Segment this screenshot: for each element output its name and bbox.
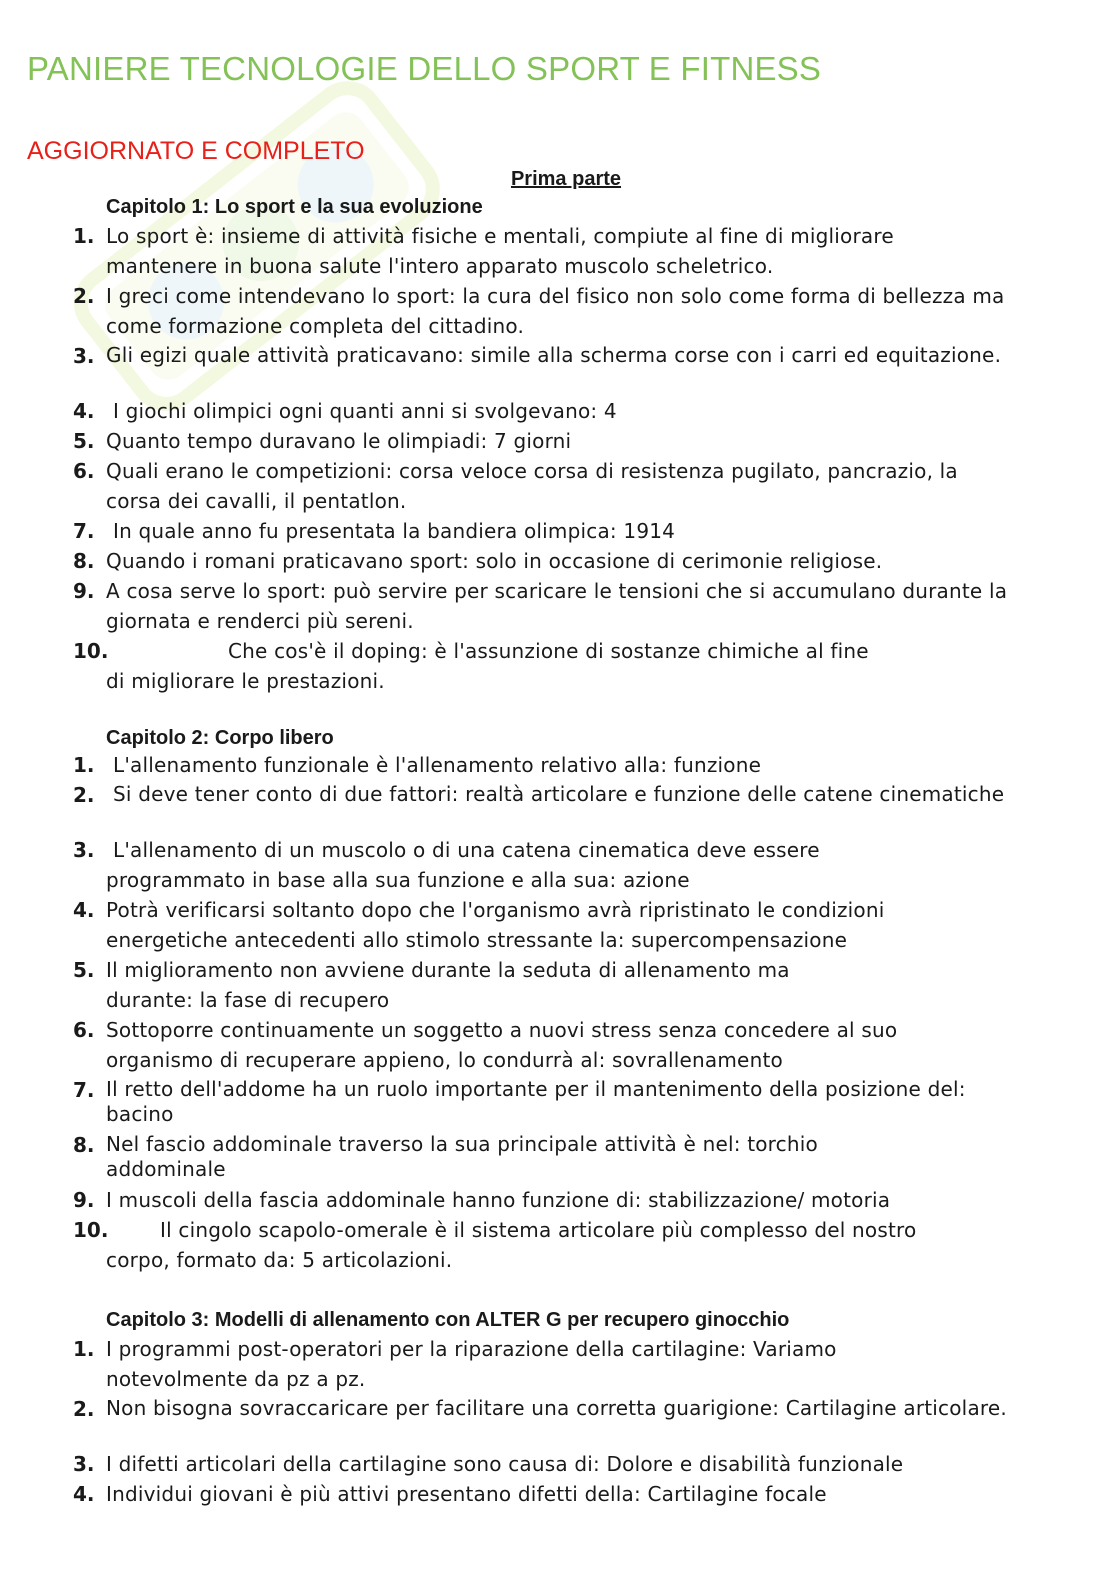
item-number: 9. bbox=[73, 1188, 95, 1212]
item-number: 5. bbox=[73, 429, 95, 453]
item-number: 10. bbox=[73, 639, 109, 663]
item-text: I giochi olimpici ogni quanti anni si svolgevano: 4 bbox=[113, 399, 617, 423]
item-text: Il miglioramento non avviene durante la seduta di allenamento ma durante: la fase di recupero bbox=[106, 958, 790, 1012]
item-text: Potrà verificarsi soltanto dopo che l'organismo avrà ripristinato le condizioni energetiche antecedenti allo stimolo stressante la: supercompensazione bbox=[106, 898, 885, 952]
chapter-2-list bbox=[0, 750, 1116, 1275]
list-item bbox=[0, 1334, 1116, 1394]
list-item bbox=[0, 1449, 1116, 1479]
list-item bbox=[0, 780, 1116, 835]
chapter-1-heading: Capitolo 1: Lo sport e la sua evoluzione bbox=[106, 196, 483, 218]
list-item bbox=[0, 1185, 1116, 1215]
list-item bbox=[0, 396, 1116, 426]
list-item bbox=[0, 516, 1116, 546]
item-number: 7. bbox=[73, 1078, 95, 1102]
item-number: 7. bbox=[73, 519, 95, 543]
item-number: 3. bbox=[73, 838, 95, 862]
item-text: L'allenamento funzionale è l'allenamento relativo alla: funzione bbox=[113, 753, 762, 777]
list-item bbox=[0, 426, 1116, 456]
item-number: 3. bbox=[73, 1452, 95, 1476]
list-item bbox=[0, 1130, 1116, 1185]
item-text: Nel fascio addominale traverso la sua principale attività è nel: torchio addominale bbox=[106, 1132, 818, 1181]
list-item bbox=[0, 456, 1116, 516]
item-text: Che cos'è il doping: è l'assunzione di sostanze chimiche al fine di migliorare le prestazioni. bbox=[106, 639, 869, 693]
part-heading: Prima parte bbox=[510, 168, 622, 190]
item-number: 3. bbox=[73, 344, 95, 368]
item-number: 1. bbox=[73, 1337, 95, 1361]
item-text: L'allenamento di un muscolo o di una catena cinematica deve essere programmato in base alla sua funzione e alla sua: azione bbox=[106, 838, 820, 892]
item-number: 5. bbox=[73, 958, 95, 982]
list-item bbox=[0, 955, 1116, 1015]
item-number: 4. bbox=[73, 1482, 95, 1506]
item-number: 9. bbox=[73, 579, 95, 603]
item-number: 6. bbox=[73, 1018, 95, 1042]
item-number: 8. bbox=[73, 1133, 95, 1157]
item-text: Individui giovani è più attivi presentano difetti della: Cartilagine focale bbox=[106, 1482, 827, 1506]
document-title: PANIERE TECNOLOGIE DELLO SPORT E FITNESS bbox=[27, 50, 822, 87]
item-text: Non bisogna sovraccaricare per facilitare una corretta guarigione: Cartilagine articolare. bbox=[106, 1396, 1007, 1420]
chapter-3-list bbox=[0, 1334, 1116, 1509]
item-text: In quale anno fu presentata la bandiera olimpica: 1914 bbox=[113, 519, 676, 543]
list-item bbox=[0, 546, 1116, 576]
list-item bbox=[0, 1479, 1116, 1509]
item-text: Si deve tener conto di due fattori: realtà articolare e funzione delle catene cinematiche bbox=[113, 782, 1005, 806]
item-text: Sottoporre continuamente un soggetto a nuovi stress senza concedere al suo organismo di recuperare appieno, lo condurrà al: sovrallenamento bbox=[106, 1018, 898, 1072]
item-number: 6. bbox=[73, 459, 95, 483]
item-text: Quali erano le competizioni: corsa veloce corsa di resistenza pugilato, pancrazio, la corsa dei cavalli, il pentatlon. bbox=[106, 459, 958, 513]
item-text: Gli egizi quale attività praticavano: simile alla scherma corse con i carri ed equitazione. bbox=[106, 343, 1002, 367]
item-text: I difetti articolari della cartilagine sono causa di: Dolore e disabilità funzionale bbox=[106, 1452, 904, 1476]
item-text: Lo sport è: insieme di attività fisiche e mentali, compiute al fine di migliorare mantenere in buona salute l'intero apparato muscolo scheletrico. bbox=[106, 224, 894, 278]
list-item bbox=[0, 1215, 1116, 1275]
item-number: 2. bbox=[73, 284, 95, 308]
item-text: Il retto dell'addome ha un ruolo importante per il mantenimento della posizione del: bacino bbox=[106, 1077, 966, 1126]
chapter-2-heading: Capitolo 2: Corpo libero bbox=[106, 727, 334, 749]
item-text: Il cingolo scapolo-omerale è il sistema articolare più complesso del nostro corpo, formato da: 5 articolazioni. bbox=[106, 1218, 917, 1272]
item-text: I programmi post-operatori per la riparazione della cartilagine: Variamo notevolmente da pz a pz. bbox=[106, 1337, 837, 1391]
list-item bbox=[0, 1394, 1116, 1449]
list-item bbox=[0, 1015, 1116, 1075]
list-item bbox=[0, 895, 1116, 955]
chapter-3-heading: Capitolo 3: Modelli di allenamento con ALTER G per recupero ginocchio bbox=[106, 1309, 790, 1331]
list-item bbox=[0, 281, 1116, 341]
item-text: I greci come intendevano lo sport: la cura del fisico non solo come forma di bellezza ma come formazione completa del cittadino. bbox=[106, 284, 1005, 338]
item-number: 2. bbox=[73, 783, 95, 807]
item-text: Quanto tempo duravano le olimpiadi: 7 giorni bbox=[106, 429, 572, 453]
list-item bbox=[0, 750, 1116, 780]
item-number: 4. bbox=[73, 898, 95, 922]
item-text: Quando i romani praticavano sport: solo in occasione di cerimonie religiose. bbox=[106, 549, 883, 573]
item-text: A cosa serve lo sport: può servire per scaricare le tensioni che si accumulano durante la giornata e renderci più sereni. bbox=[106, 579, 1008, 633]
item-number: 10. bbox=[73, 1218, 109, 1242]
chapter-1-list bbox=[0, 221, 1116, 696]
list-item bbox=[0, 835, 1116, 895]
item-number: 2. bbox=[73, 1397, 95, 1421]
list-item bbox=[0, 221, 1116, 281]
item-number: 4. bbox=[73, 399, 95, 423]
item-text: I muscoli della fascia addominale hanno funzione di: stabilizzazione/ motoria bbox=[106, 1188, 891, 1212]
document-subtitle: AGGIORNATO E COMPLETO bbox=[27, 137, 365, 165]
list-item bbox=[0, 576, 1116, 636]
item-number: 8. bbox=[73, 549, 95, 573]
item-number: 1. bbox=[73, 224, 95, 248]
item-number: 1. bbox=[73, 753, 95, 777]
list-item bbox=[0, 636, 1116, 696]
list-item bbox=[0, 1075, 1116, 1130]
list-item bbox=[0, 341, 1116, 396]
